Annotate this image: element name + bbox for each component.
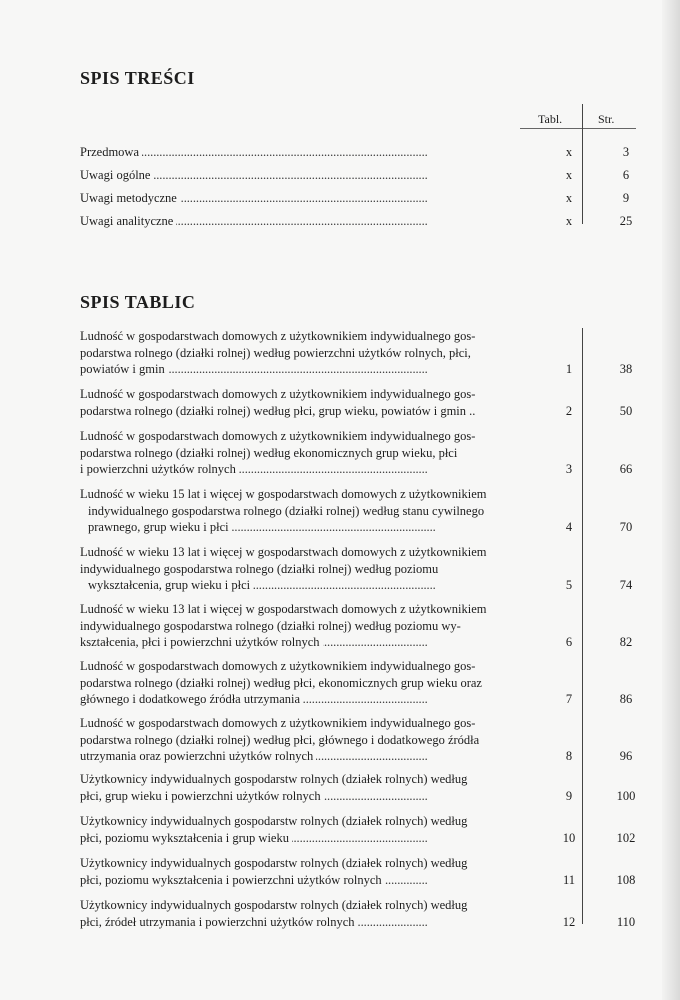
table-entry-line: Użytkownicy indywidualnych gospodarstw rolnych (działek rolnych) według (80, 772, 468, 786)
table-entry-page: 50 (619, 403, 633, 418)
column-header-tabl: Tabl. (538, 112, 563, 126)
table-entry-line: indywidualnego gospodarstwa rolnego (działki rolnej) według poziomu wy- (80, 618, 461, 633)
contents-entry-page: 6 (622, 168, 630, 182)
scan-edge-shadow (662, 0, 680, 1000)
tables-heading: SPIS TABLIC (80, 292, 196, 312)
contents-entry[interactable] (80, 167, 636, 183)
table-entry-line: utrzymania oraz powierzchni użytków rolnych . . . (80, 748, 518, 765)
contents-column-divider (582, 104, 583, 224)
table-entry-line: Ludność w wieku 13 lat i więcej w gospodarstwach domowych z użytkownikiem (80, 602, 487, 616)
table-entry-number: 9 (565, 788, 573, 803)
table-entry-number: 7 (565, 692, 573, 706)
column-header-rule (520, 128, 636, 129)
table-entry-page: 108 (616, 872, 636, 887)
table-entry[interactable] (80, 544, 636, 594)
table-entry-line: i powierzchni użytków rolnych . . . (80, 461, 518, 478)
table-entry-page: 66 (619, 462, 633, 476)
table-entry-line: podarstwa rolnego (działki rolnej) według ekonomicznych grup wieku, płci (80, 445, 458, 460)
table-entry-line: prawnego, grup wieku i płci . . . (88, 519, 518, 536)
table-entry-number: 4 (565, 520, 573, 534)
table-entry-line: płci, grup wieku i powierzchni użytków rolnych . . . (80, 788, 518, 805)
table-entry-line: podarstwa rolnego (działki rolnej) według powierzchni użytków rolnych, płci, (80, 345, 471, 360)
table-entry[interactable] (80, 771, 636, 804)
contents-entry-page: 9 (622, 191, 630, 205)
table-entry-number: 2 (565, 403, 573, 418)
table-entry-line: wykształcenia, grup wieku i płci . . . (88, 577, 518, 594)
table-entry[interactable] (80, 715, 636, 765)
table-entry[interactable] (80, 658, 636, 708)
table-entry-page: 102 (616, 830, 636, 845)
contents-entry[interactable] (80, 144, 636, 160)
table-entry-line: Ludność w wieku 13 lat i więcej w gospodarstwach domowych z użytkownikiem (80, 545, 487, 559)
table-entry-line: Ludność w gospodarstwach domowych z użytkownikiem indywidualnego gos- (80, 429, 476, 443)
contents-entry-title: Uwagi analityczne . . . (80, 213, 518, 229)
contents-entry-title: Uwagi ogólne . . . (80, 167, 518, 183)
table-entry[interactable] (80, 328, 636, 378)
table-entry-line: Ludność w wieku 15 lat i więcej w gospodarstwach domowych z użytkownikiem (80, 487, 487, 501)
table-entry-line: Użytkownicy indywidualnych gospodarstw rolnych (działek rolnych) według (80, 814, 468, 828)
table-entry-number: 10 (562, 830, 576, 845)
table-entry-page: 86 (619, 692, 633, 706)
table-entry-number: 3 (565, 462, 573, 476)
table-entry-number: 11 (562, 872, 576, 887)
table-entry-page: 110 (616, 914, 636, 929)
table-entry-line: Ludność w gospodarstwach domowych z użytkownikiem indywidualnego gos- (80, 329, 476, 343)
table-entry-page: 96 (619, 749, 633, 763)
table-entry-line: płci, poziomu wykształcenia i powierzchni użytków rolnych . . . (80, 872, 518, 889)
table-entry-line: głównego i dodatkowego źródła utrzymania . . . (80, 691, 518, 708)
table-entry[interactable] (80, 601, 636, 651)
table-entry-line: Użytkownicy indywidualnych gospodarstw rolnych (działek rolnych) według (80, 898, 468, 912)
contents-entry[interactable] (80, 213, 636, 229)
table-entry[interactable] (80, 428, 636, 478)
table-entry-line: indywidualnego gospodarstwa rolnego (działki rolnej) według stanu cywilnego (88, 503, 485, 518)
contents-entry[interactable] (80, 190, 636, 206)
contents-entry-title: Przedmowa . . . (80, 144, 518, 160)
table-entry-page: 38 (619, 362, 633, 376)
table-entry[interactable] (80, 897, 636, 930)
table-entry-line: Użytkownicy indywidualnych gospodarstw rolnych (działek rolnych) według (80, 856, 468, 870)
table-entry-number: 6 (565, 635, 573, 649)
table-entry-page: 70 (619, 520, 633, 534)
table-entry-line: Ludność w gospodarstwach domowych z użytkownikiem indywidualnego gos- (80, 387, 476, 401)
contents-entry-tabl: x (565, 214, 573, 228)
table-entry-line: podarstwa rolnego (działki rolnej) według płci, ekonomicznych grup wieku oraz (80, 675, 482, 690)
table-entry[interactable] (80, 855, 636, 888)
table-entry-line: kształcenia, płci i powierzchni użytków rolnych . . . (80, 634, 518, 651)
contents-entry-page: 25 (619, 214, 633, 228)
column-header-str: Str. (598, 112, 615, 126)
table-entry-number: 5 (565, 578, 573, 592)
table-entry-line: płci, źródeł utrzymania i powierzchni użytków rolnych . . . (80, 914, 518, 931)
table-entry-page: 100 (616, 788, 636, 803)
contents-entry-tabl: x (565, 145, 573, 159)
contents-entry-tabl: x (565, 191, 573, 205)
table-entry-line: podarstwa rolnego (działki rolnej) według płci, głównego i dodatkowego źródła (80, 732, 480, 747)
contents-entry-title: Uwagi metodyczne . . . (80, 190, 518, 206)
table-entry-number: 1 (565, 362, 573, 376)
table-entry-number: 8 (565, 749, 573, 763)
table-entry-page: 82 (619, 635, 633, 649)
table-entry-line: podarstwa rolnego (działki rolnej) według płci, grup wieku, powiatów i gmin .. . . . (80, 403, 518, 420)
table-entry-line: płci, poziomu wykształcenia i grup wieku . . . (80, 830, 518, 847)
table-entry-line: powiatów i gmin . . . (80, 361, 518, 378)
table-entry-page: 74 (619, 578, 633, 592)
contents-entry-tabl: x (565, 168, 573, 182)
contents-heading: SPIS TREŚCI (80, 68, 195, 88)
table-entry-number: 12 (562, 914, 576, 929)
contents-entry-page: 3 (622, 145, 630, 159)
table-entry[interactable] (80, 386, 636, 419)
table-entry[interactable] (80, 486, 636, 536)
table-entry-line: Ludność w gospodarstwach domowych z użytkownikiem indywidualnego gos- (80, 716, 476, 730)
table-entry-line: Ludność w gospodarstwach domowych z użytkownikiem indywidualnego gos- (80, 659, 476, 673)
table-entry-line: indywidualnego gospodarstwa rolnego (działki rolnej) według poziomu (80, 561, 439, 576)
table-entry[interactable] (80, 813, 636, 846)
